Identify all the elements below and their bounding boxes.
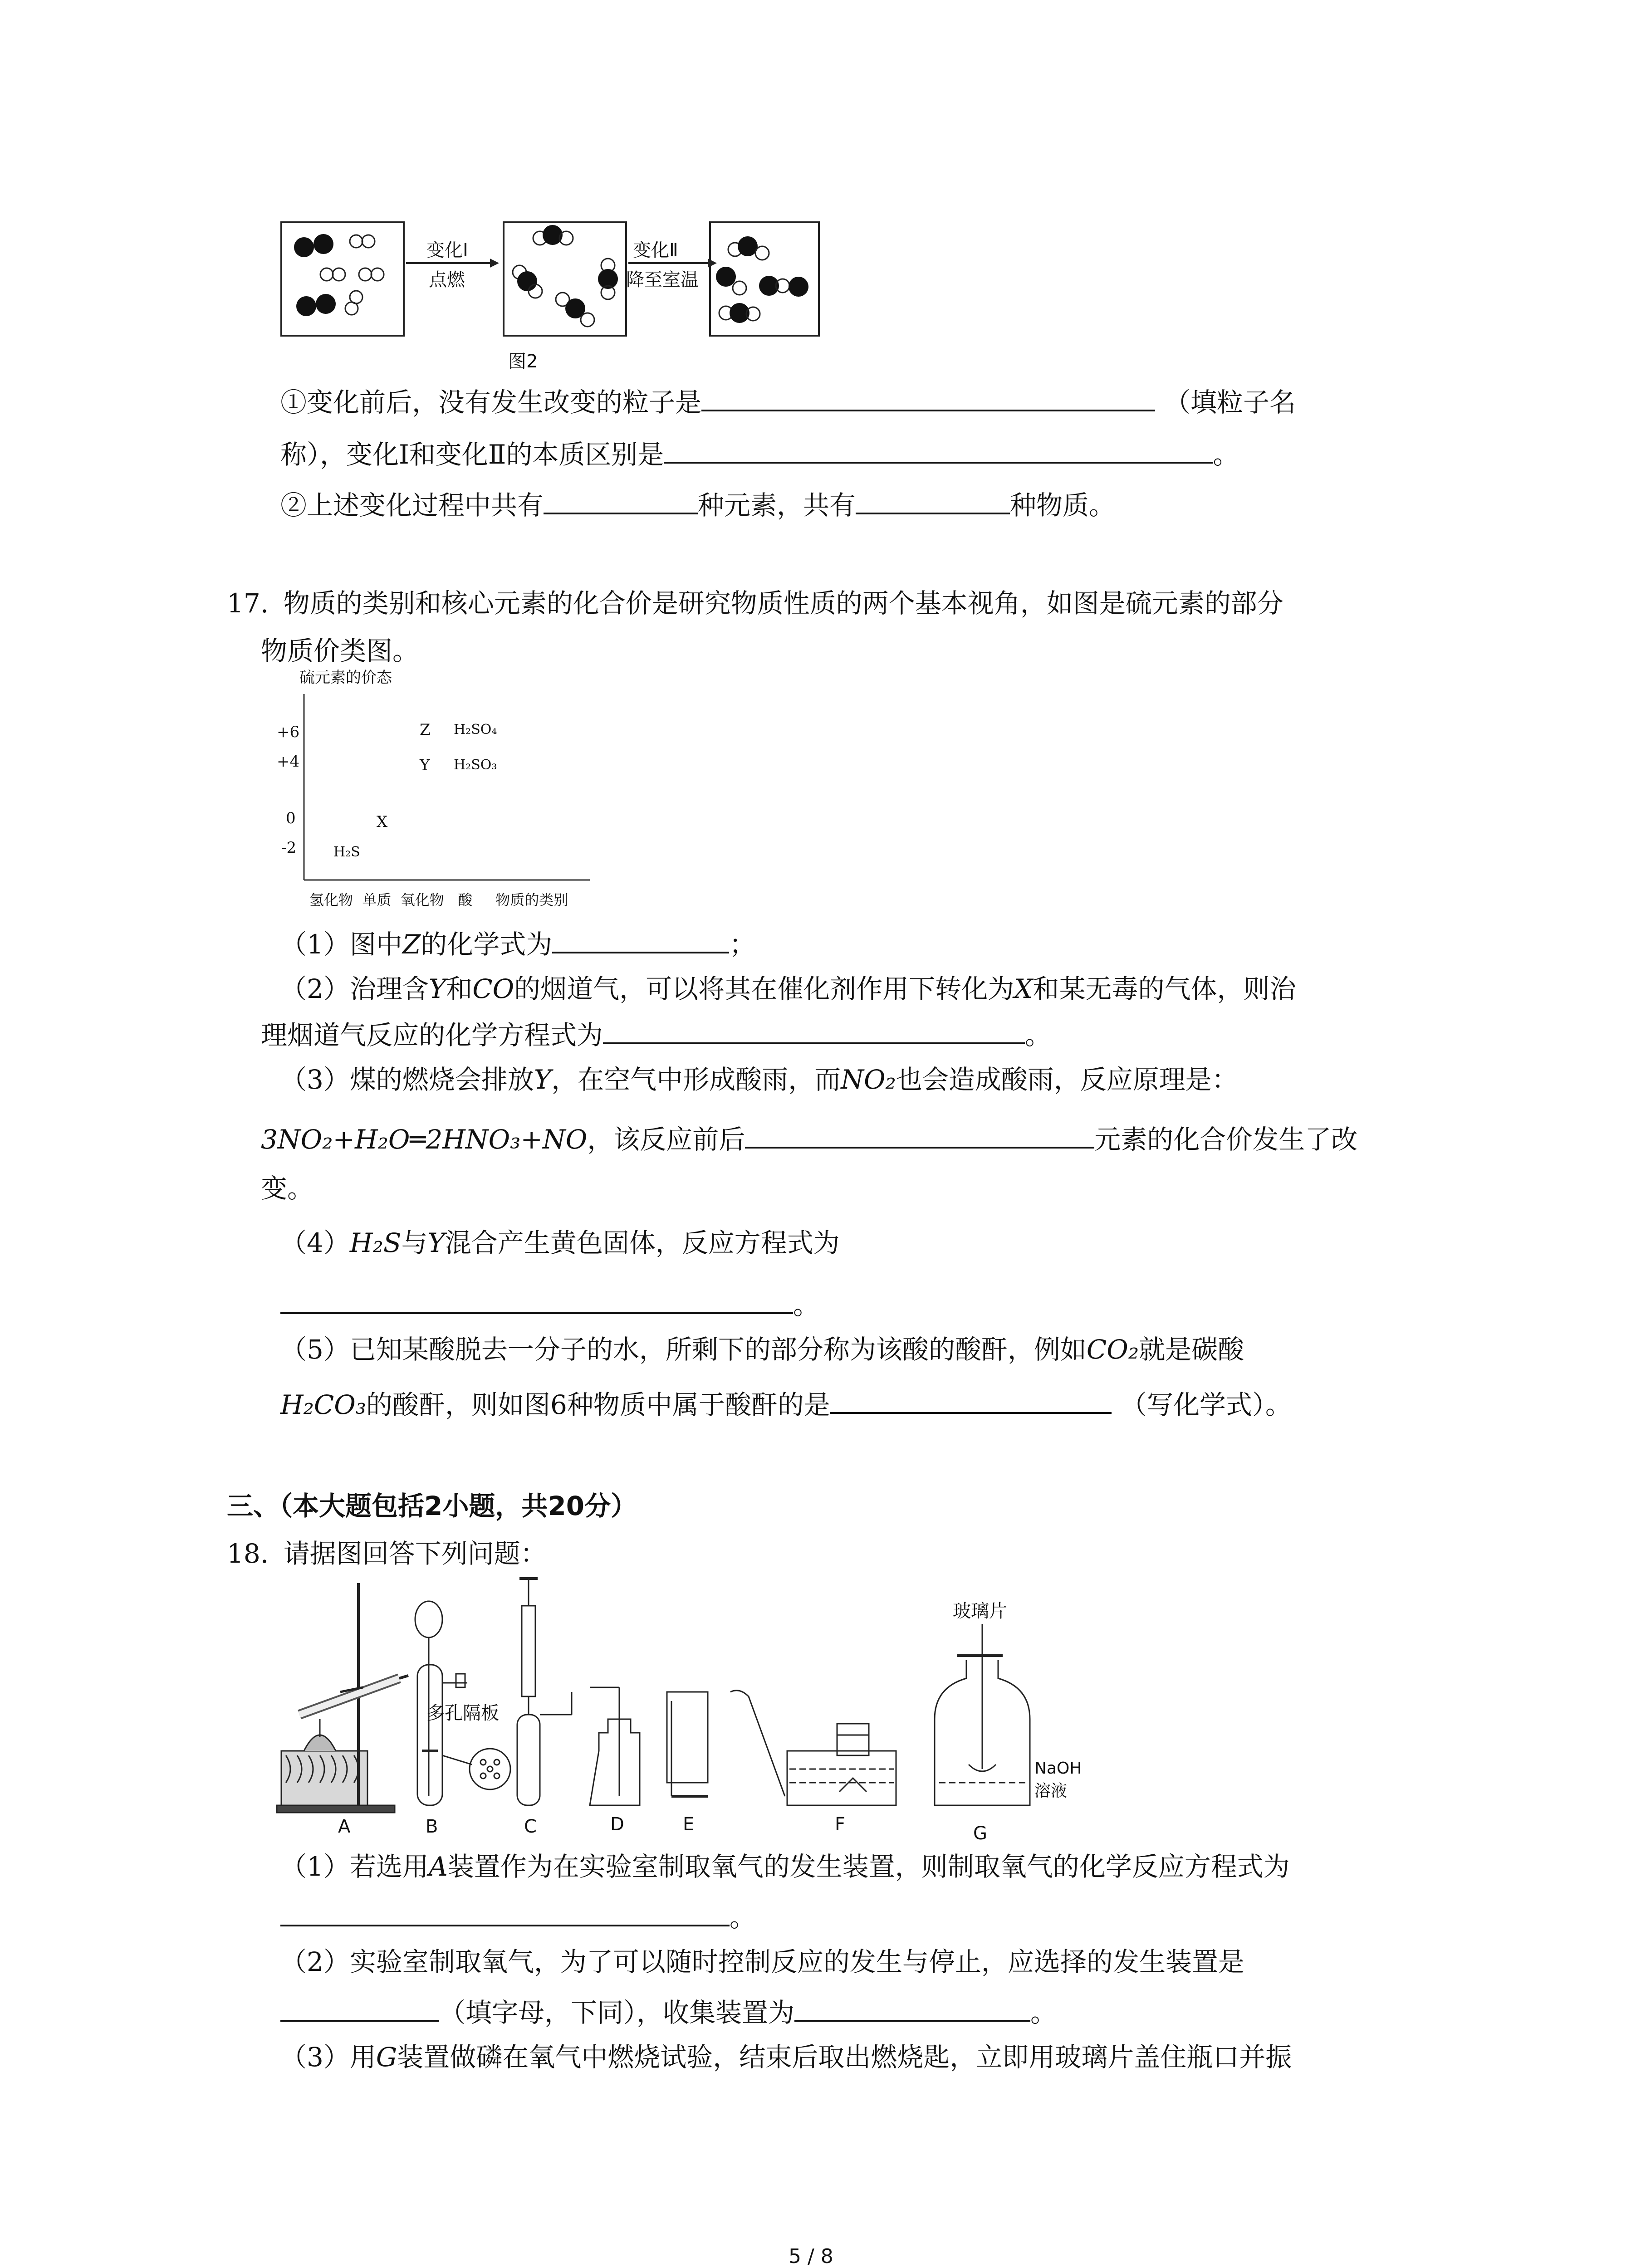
q17-p3-equation: 3NO₂+H₂O═2HNO₃+NO [261, 1124, 588, 1155]
q17-p2-end: 。 [1025, 1020, 1052, 1051]
apparatus-a [277, 1583, 408, 1813]
q17-p5-text2: 就是碳酸 [1139, 1334, 1244, 1365]
q17-p5-co2: CO₂ [1086, 1334, 1139, 1365]
q17-p3-text4: ，该反应前后 [587, 1124, 745, 1155]
q18-stem-text: 请据图回答下列问题： [283, 1538, 547, 1569]
q17-part5-line1 [280, 1331, 1244, 1368]
label-e: E [683, 1814, 695, 1835]
q17-p2-y: Y [428, 973, 446, 1004]
label-g: G [973, 1823, 987, 1844]
q17-stem-line1 [227, 585, 1283, 621]
q17-number: 17. [227, 588, 269, 619]
point-h2s: H₂S [333, 844, 360, 860]
q17-blank-flue-gas-equation[interactable] [603, 1016, 1025, 1044]
q18-part2-line2 [280, 1994, 1057, 2031]
q16-line2-text: 称），变化Ⅰ和变化Ⅱ的本质区别是 [280, 439, 664, 470]
q17-p4-text2: 混合产生黄色固体，反应方程式为 [445, 1227, 840, 1258]
q18-p1-text: （1）若选用 [280, 1851, 429, 1882]
q16-blank-substance-count[interactable] [856, 486, 1010, 514]
q18-blank-oxygen-equation[interactable] [280, 1898, 730, 1926]
q17-p3-text3: 也会造成酸雨，反应原理是： [896, 1064, 1238, 1095]
q18-p2-text2: （填字母，下同），收集装置为 [439, 1997, 795, 2028]
q17-part3-line1 [280, 1061, 1238, 1098]
q17-part3-line3 [261, 1170, 314, 1207]
q18-p2-text: （2）实验室制取氧气，为了可以随时控制反应的发生与停止，应选择的发生装置是 [280, 1946, 1244, 1977]
q18-p3-g: G [376, 2042, 397, 2072]
point-z: Z [420, 721, 431, 739]
q17-part3-line2 [261, 1120, 1357, 1158]
lab-apparatus-figure [272, 1579, 1082, 1844]
apparatus-g [935, 1624, 1030, 1805]
q17-p2-text4: 理烟道气反应的化学方程式为 [261, 1020, 603, 1051]
change1-condition: 点燃 [429, 269, 465, 290]
q17-p1-end: ； [729, 929, 756, 960]
q16-line3-mid: 种元素，共有 [698, 490, 856, 521]
point-y: Y [420, 756, 430, 774]
q16-line1-suffix: （填粒子名 [1164, 387, 1296, 418]
section-3-title-text: 三、（本大题包括2小题，共20分） [227, 1491, 637, 1521]
ytick-minus2: -2 [281, 839, 297, 857]
q16-line3-text: ②上述变化过程中共有 [280, 490, 544, 521]
apparatus-e [667, 1692, 708, 1796]
sulfur-valence-class-chart [272, 662, 617, 916]
ytick-zero: 0 [286, 809, 296, 827]
q17-part5-line2 [280, 1386, 1292, 1423]
section-3-title [227, 1488, 637, 1524]
q17-p4-h2s: H₂S [349, 1227, 402, 1258]
q16-blank-essential-difference[interactable] [664, 435, 1213, 464]
q16-blank-unchanged-particles[interactable] [701, 383, 1155, 411]
q17-p5-h2co3: H₂CO₃ [280, 1389, 367, 1420]
q18-number: 18. [227, 1538, 269, 1569]
q18-part3-line1 [280, 2039, 1292, 2075]
change2-name: 变化Ⅱ [633, 240, 678, 261]
ytick-plus6: +6 [277, 723, 300, 741]
change2-condition: 降至室温 [626, 269, 699, 290]
q18-p3-text2: 装置做磷在氧气中燃烧试验，结束后取出燃烧匙，立即用玻璃片盖住瓶口并振 [397, 2042, 1292, 2072]
q17-p2-and: 和 [446, 973, 473, 1004]
q17-p1-text2: 的化学式为 [421, 929, 553, 960]
label-f: F [835, 1814, 846, 1835]
label-d: D [610, 1814, 624, 1835]
q17-p4-y: Y [427, 1227, 445, 1258]
figure-2-particle-diagram [272, 218, 826, 381]
q18-stem [227, 1535, 547, 1572]
q17-p5-end: （写化学式）。 [1120, 1389, 1292, 1420]
label-b: B [426, 1816, 438, 1837]
q17-stem-text1: 物质的类别和核心元素的化合价是研究物质性质的两个基本视角，如图是硫元素的部分 [283, 588, 1283, 619]
q17-part1 [280, 925, 755, 963]
q16-line3 [280, 486, 1115, 523]
q17-part2-line1 [280, 971, 1296, 1007]
label-a: A [338, 1816, 351, 1837]
chart-ylabel: 硫元素的价态 [299, 669, 392, 687]
point-x: X [377, 813, 388, 831]
q17-p5-text: （5）已知某酸脱去一分子的水，所剩下的部分称为该酸的酸酐，例如 [280, 1334, 1087, 1365]
point-h2so4: H₂SO₄ [454, 722, 497, 738]
q18-blank-collector[interactable] [794, 1994, 1030, 2022]
q17-part2-line2 [261, 1016, 1051, 1053]
q18-p1-text2: 装置作为在实验室制取氧气的发生装置，则制取氧气的化学反应方程式为 [447, 1851, 1290, 1882]
q17-p5-text3: 的酸酐，则如图6种物质中属于酸酐的是 [366, 1389, 830, 1420]
change1-name: 变化Ⅰ [426, 240, 468, 261]
q17-blank-anhydride[interactable] [830, 1386, 1112, 1414]
ytick-plus4: +4 [277, 753, 300, 771]
q17-p3-text2: ，在空气中形成酸雨，而 [551, 1064, 841, 1095]
point-h2so3: H₂SO₃ [454, 757, 497, 773]
q16-line3-suffix: 种物质。 [1010, 490, 1116, 521]
q17-p2-text3: 和某无毒的气体，则治 [1033, 973, 1296, 1004]
q17-p3-text: （3）煤的燃烧会排放 [280, 1064, 534, 1095]
q17-p2-x: X [1014, 973, 1033, 1004]
q17-p4-text: （4） [280, 1227, 350, 1258]
q17-blank-z-formula[interactable] [552, 925, 729, 953]
q17-p3-end: 变。 [261, 1173, 314, 1204]
q16-line2-suffix: 。 [1213, 439, 1239, 470]
solution-label: 溶液 [1034, 1782, 1068, 1800]
q16-line1-text: ①变化前后，没有发生改变的粒子是 [280, 387, 702, 418]
glass-plate-label: 玻璃片 [953, 1601, 1007, 1622]
q17-p3-no2: NO₂ [841, 1064, 896, 1095]
porous-separator-label: 多孔隔板 [426, 1703, 499, 1724]
q16-line1 [280, 383, 1296, 420]
q17-p4-with: 与 [401, 1227, 428, 1258]
q18-p1-a: A [428, 1851, 448, 1882]
apparatus-c [517, 1579, 572, 1805]
q17-p2-text2: 的烟道气，可以将其在催化剂作用下转化为 [514, 973, 1014, 1004]
q17-p2-co: CO [472, 973, 514, 1004]
naoh-label: NaOH [1034, 1759, 1082, 1778]
q17-p1-z: Z [402, 929, 421, 960]
q18-part1-line1 [280, 1848, 1290, 1885]
q17-p2-text: （2）治理含 [280, 973, 429, 1004]
chart-xlabel: 氢化物 单质 氧化物 酸 物质的类别 [309, 891, 568, 909]
q17-p3-y: Y [534, 1064, 552, 1095]
label-c: C [524, 1816, 537, 1837]
q18-part1-line2 [280, 1898, 756, 1936]
q18-part2-line1 [280, 1944, 1244, 1980]
q17-p3-text5: 元素的化合价发生了改 [1094, 1124, 1358, 1155]
q17-stem-text2: 物质价类图。 [261, 635, 419, 666]
q18-p1-end: 。 [730, 1902, 756, 1933]
q17-p4-end: 。 [793, 1290, 820, 1320]
apparatus-d [590, 1687, 640, 1805]
page-number [789, 2239, 833, 2268]
q17-part4-line2 [280, 1286, 819, 1323]
figure-caption: 图2 [508, 351, 538, 372]
q17-p1-text: （1）图中 [280, 929, 402, 960]
q17-blank-h2s-equation[interactable] [280, 1286, 793, 1314]
q17-blank-changed-element[interactable] [745, 1120, 1094, 1149]
q18-p3-text: （3）用 [280, 2042, 376, 2072]
q18-blank-generator[interactable] [280, 1994, 439, 2022]
q16-line2 [280, 435, 1239, 473]
q18-p2-end: 。 [1030, 1997, 1057, 2028]
q17-part4-line1 [280, 1225, 840, 1261]
q16-blank-element-count[interactable] [544, 486, 698, 514]
apparatus-f [730, 1691, 896, 1805]
page-number-text: 5 / 8 [789, 2245, 833, 2268]
